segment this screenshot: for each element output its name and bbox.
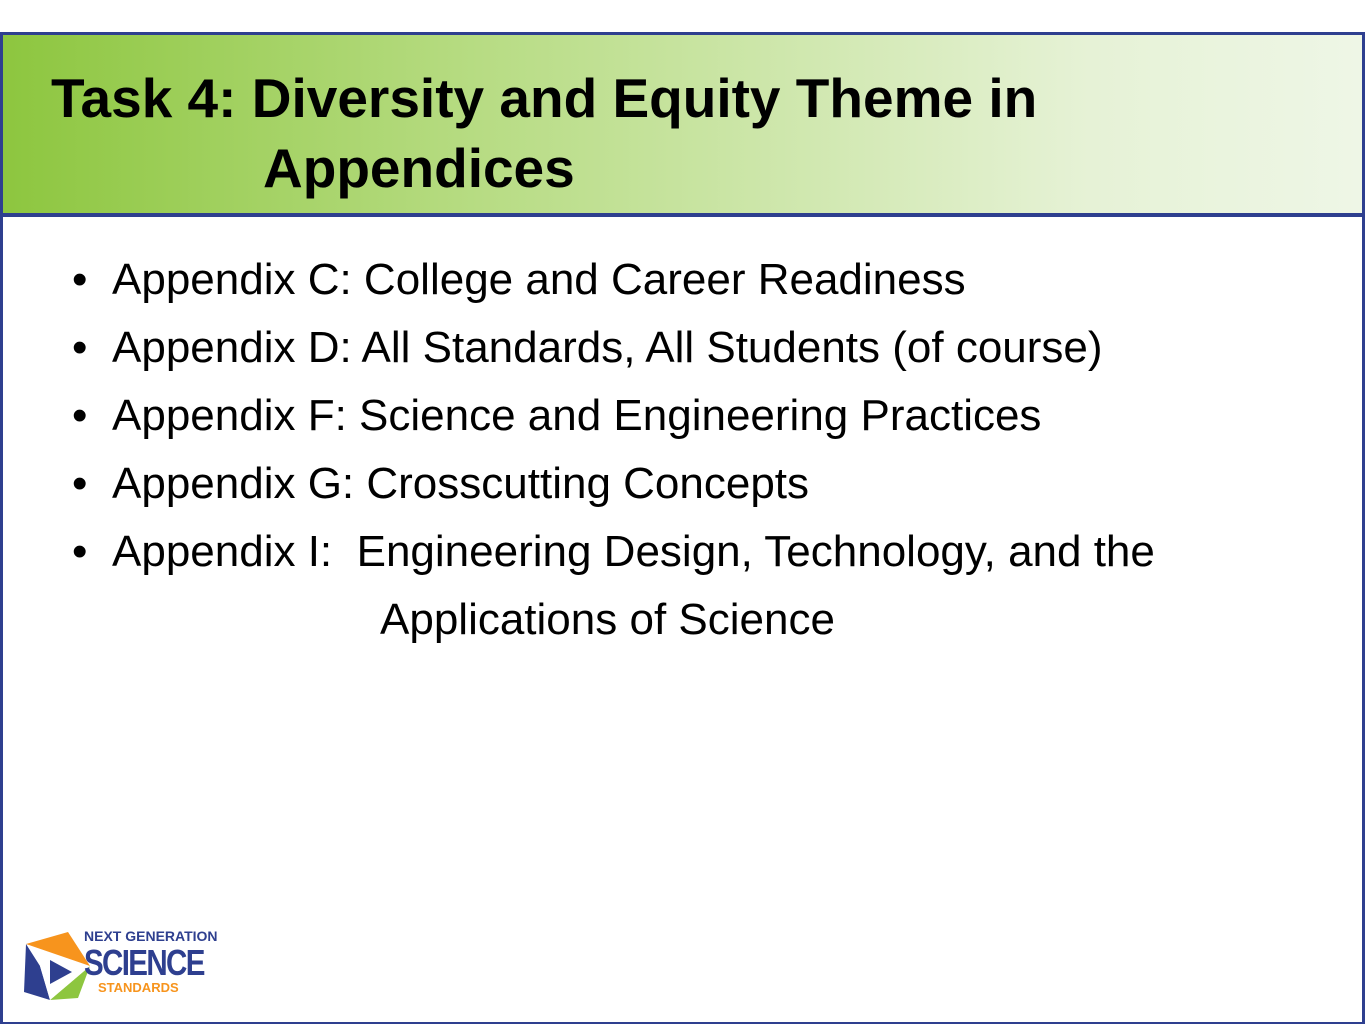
bullet-text: Appendix D: All Standards, All Students (of course) bbox=[112, 323, 1103, 372]
bullet-icon: • bbox=[72, 255, 88, 304]
bullet-text: Appendix F: Science and Engineering Practices bbox=[112, 391, 1042, 440]
bullet-continuation: Applications of Science bbox=[380, 595, 835, 644]
bullet-icon: • bbox=[72, 459, 88, 508]
bullet-item-appendix-i bbox=[72, 518, 1155, 654]
ngss-triangle-logo-icon bbox=[20, 926, 92, 1006]
logo-line-standards: STANDARDS bbox=[98, 980, 179, 995]
bullet-item-appendix-d bbox=[72, 314, 1155, 382]
bullet-item-appendix-c bbox=[72, 246, 1155, 314]
bullet-item-appendix-f bbox=[72, 382, 1155, 450]
slide-title bbox=[51, 63, 1037, 203]
bullet-icon: • bbox=[72, 391, 88, 440]
logo-line-next-generation: NEXT GENERATION bbox=[84, 928, 218, 944]
bullet-text: Appendix G: Crosscutting Concepts bbox=[112, 459, 810, 508]
bullet-list bbox=[72, 246, 1155, 654]
title-line-2: Appendices bbox=[263, 137, 575, 199]
title-bar bbox=[3, 35, 1362, 217]
bullet-icon: • bbox=[72, 527, 88, 576]
bullet-text: Appendix C: College and Career Readiness bbox=[112, 255, 966, 304]
ngss-logo bbox=[20, 924, 218, 1010]
bullet-icon: • bbox=[72, 323, 88, 372]
bullet-item-appendix-g bbox=[72, 450, 1155, 518]
logo-line-science: SCIENCE bbox=[84, 942, 204, 983]
bullet-text: Appendix I: Engineering Design, Technology, and the bbox=[112, 527, 1155, 576]
title-line-1: Task 4: Diversity and Equity Theme in bbox=[51, 67, 1038, 129]
